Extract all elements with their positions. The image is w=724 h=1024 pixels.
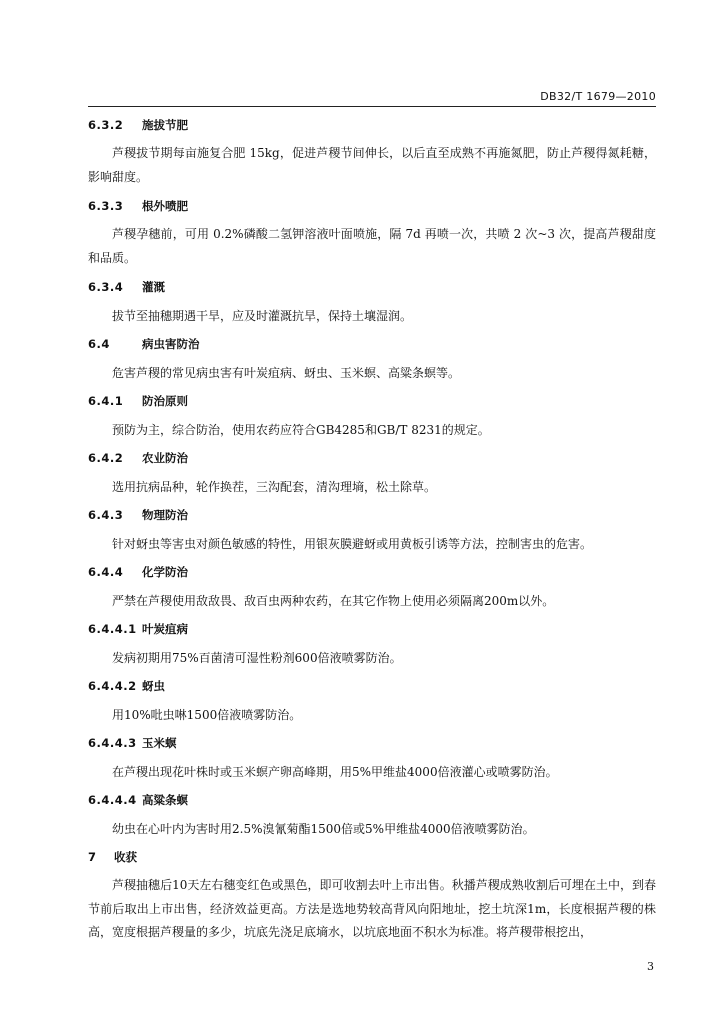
heading-number: 6.3.3 — [88, 199, 124, 213]
header-rule — [88, 106, 656, 107]
paragraph: 芦稷拔节期每亩施复合肥 15kg，促进芦稷节间伸长，以后直至成熟不再施氮肥，防止芦稷得氮耗糖，影响甜度。 — [88, 146, 656, 184]
paragraph: 危害芦稷的常见病虫害有叶炭疽病、蚜虫、玉米螟、高粱条螟等。 — [112, 365, 461, 380]
paragraph: 针对蚜虫等害虫对颜色敏感的特性，用银灰膜避蚜或用黄板引诱等方法，控制害虫的危害。 — [112, 536, 593, 551]
heading-6-4-1 — [88, 387, 656, 416]
heading-number: 6.4.4 — [88, 565, 124, 579]
paragraph: 在芦稷出现花叶株时或玉米螟产卵高峰期，用5%甲维盐4000倍液灌心或喷雾防治。 — [112, 764, 558, 779]
paragraph: 幼虫在心叶内为害时用2.5%溴氰菊酯1500倍或5%甲维盐4000倍液喷雾防治。 — [112, 821, 535, 836]
heading-6-4-4 — [88, 558, 656, 587]
heading-number: 7 — [88, 850, 97, 864]
paragraph: 用10%吡虫啉1500倍液喷雾防治。 — [112, 707, 302, 722]
paragraph: 发病初期用75%百菌清可湿性粉剂600倍液喷雾防治。 — [112, 650, 402, 665]
paragraph: 预防为主，综合防治，使用农药应符合GB4285和GB/T 8231的规定。 — [112, 422, 490, 437]
heading-number: 6.3.2 — [88, 118, 124, 132]
heading-title: 蚜虫 — [142, 679, 165, 693]
document-code: DB32/T 1679—2010 — [540, 90, 656, 103]
heading-6-4-4-1 — [88, 615, 656, 644]
heading-6-3-4 — [88, 273, 656, 302]
paragraph: 拔节至抽穗期遇干旱，应及时灌溉抗旱，保持土壤湿润。 — [112, 308, 413, 323]
heading-title: 物理防治 — [142, 508, 188, 522]
heading-number: 6.3.4 — [88, 280, 124, 294]
heading-title: 化学防治 — [142, 565, 188, 579]
heading-number: 6.4.1 — [88, 394, 124, 408]
heading-6-4 — [88, 330, 656, 359]
heading-6-4-4-2 — [88, 672, 656, 701]
paragraph: 选用抗病品种，轮作换茬，三沟配套，清沟理墒，松土除草。 — [112, 479, 437, 494]
heading-number: 6.4.4.2 — [88, 679, 137, 693]
heading-6-4-2 — [88, 444, 656, 473]
heading-6-4-4-4 — [88, 786, 656, 815]
document-body — [88, 111, 656, 948]
heading-6-3-3 — [88, 192, 656, 221]
heading-number: 6.4 — [88, 337, 110, 351]
paragraph: 芦稷孕穗前，可用 0.2%磷酸二氢钾溶液叶面喷施，隔 7d 再喷一次，共喷 2 次~3 次，提高芦稷甜度和品质。 — [88, 227, 656, 265]
heading-title: 施拔节肥 — [142, 118, 188, 132]
heading-number: 6.4.4.4 — [88, 793, 137, 807]
paragraph: 严禁在芦稷使用敌敌畏、敌百虫两种农药，在其它作物上使用必须隔离200m以外。 — [112, 593, 555, 608]
heading-title: 收获 — [114, 850, 137, 864]
heading-title: 病虫害防治 — [142, 337, 200, 351]
heading-6-4-3 — [88, 501, 656, 530]
paragraph: 芦稷抽穗后10天左右穗变红色或黑色，即可收割去叶上市出售。秋播芦稷成熟收割后可埋在土中，到春节前后取出上市出售，经济效益更高。方法是选地势较高背风向阳地址，挖土坑深1m，长度根据芦稷的株高，宽度根据芦稷量的多少，坑底先浇足底墒水，以坑底地面不积水为标准。将芦稷带根挖出， — [88, 878, 656, 939]
heading-title: 根外喷肥 — [142, 199, 188, 213]
heading-6-4-4-3 — [88, 729, 656, 758]
heading-number: 6.4.4.1 — [88, 622, 137, 636]
heading-title: 防治原则 — [142, 394, 188, 408]
heading-title: 高粱条螟 — [142, 793, 188, 807]
heading-number: 6.4.4.3 — [88, 736, 137, 750]
heading-title: 灌溉 — [142, 280, 165, 294]
page-number: 3 — [647, 960, 654, 973]
heading-title: 叶炭疽病 — [142, 622, 188, 636]
heading-6-3-2 — [88, 111, 656, 140]
heading-number: 6.4.2 — [88, 451, 124, 465]
heading-number: 6.4.3 — [88, 508, 124, 522]
heading-title: 农业防治 — [142, 451, 188, 465]
heading-title: 玉米螟 — [142, 736, 177, 750]
heading-7 — [88, 843, 656, 872]
